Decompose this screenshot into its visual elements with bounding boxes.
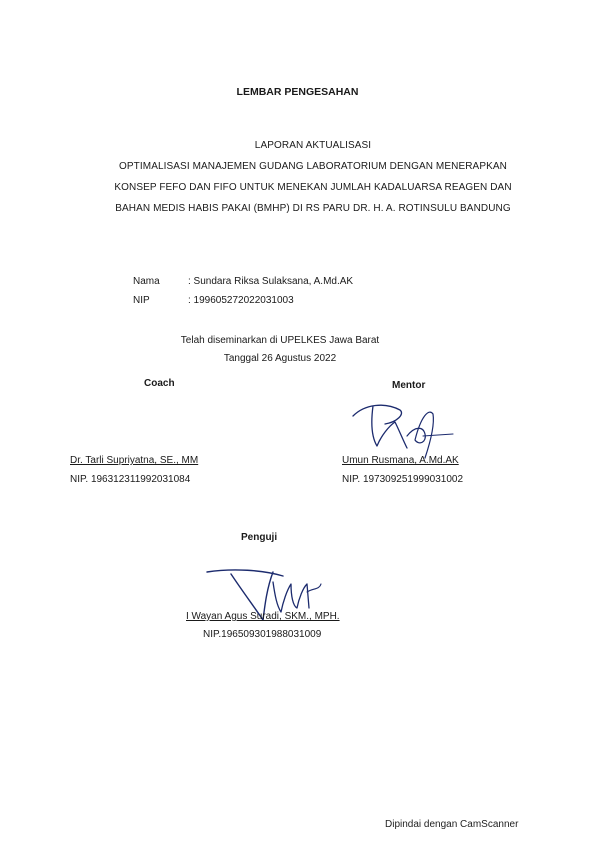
- examiner-nip: NIP.196509301988031009: [203, 629, 322, 640]
- name-label: Nama: [133, 276, 160, 287]
- report-heading: LAPORAN AKTUALISASI: [254, 140, 372, 151]
- coach-name: Dr. Tarli Supriyatna, SE., MM: [70, 455, 199, 466]
- seminar-date: Tanggal 26 Agustus 2022: [223, 353, 337, 364]
- mentor-name: Umun Rusmana, A.Md.AK: [342, 455, 459, 466]
- report-title-line-3: BAHAN MEDIS HABIS PAKAI (BMHP) DI RS PARU DR. H. A. ROTINSULU BANDUNG: [115, 203, 511, 214]
- examiner-name: I Wayan Agus Suradi, SKM., MPH.: [186, 611, 340, 622]
- name-value: : Sundara Riksa Sulaksana, A.Md.AK: [188, 276, 354, 287]
- coach-nip: NIP. 196312311992031084: [70, 474, 191, 485]
- nip-value: : 199605272022031003: [188, 295, 294, 306]
- seminar-statement: Telah diseminarkan di UPELKES Jawa Barat: [180, 335, 380, 346]
- scanner-watermark: Dipindai dengan CamScanner: [385, 819, 519, 830]
- report-title-line-2: KONSEP FEFO DAN FIFO UNTUK MENEKAN JUMLAH KADALUARSA REAGEN DAN: [114, 182, 512, 193]
- nip-label: NIP: [133, 295, 150, 306]
- document-title: LEMBAR PENGESAHAN: [236, 86, 359, 98]
- coach-role: Coach: [144, 378, 175, 389]
- examiner-role: Penguji: [241, 532, 278, 543]
- mentor-role: Mentor: [392, 380, 426, 391]
- report-title-line-1: OPTIMALISASI MANAJEMEN GUDANG LABORATORIUM DENGAN MENERAPKAN: [119, 161, 507, 172]
- mentor-nip: NIP. 197309251999031002: [342, 474, 464, 485]
